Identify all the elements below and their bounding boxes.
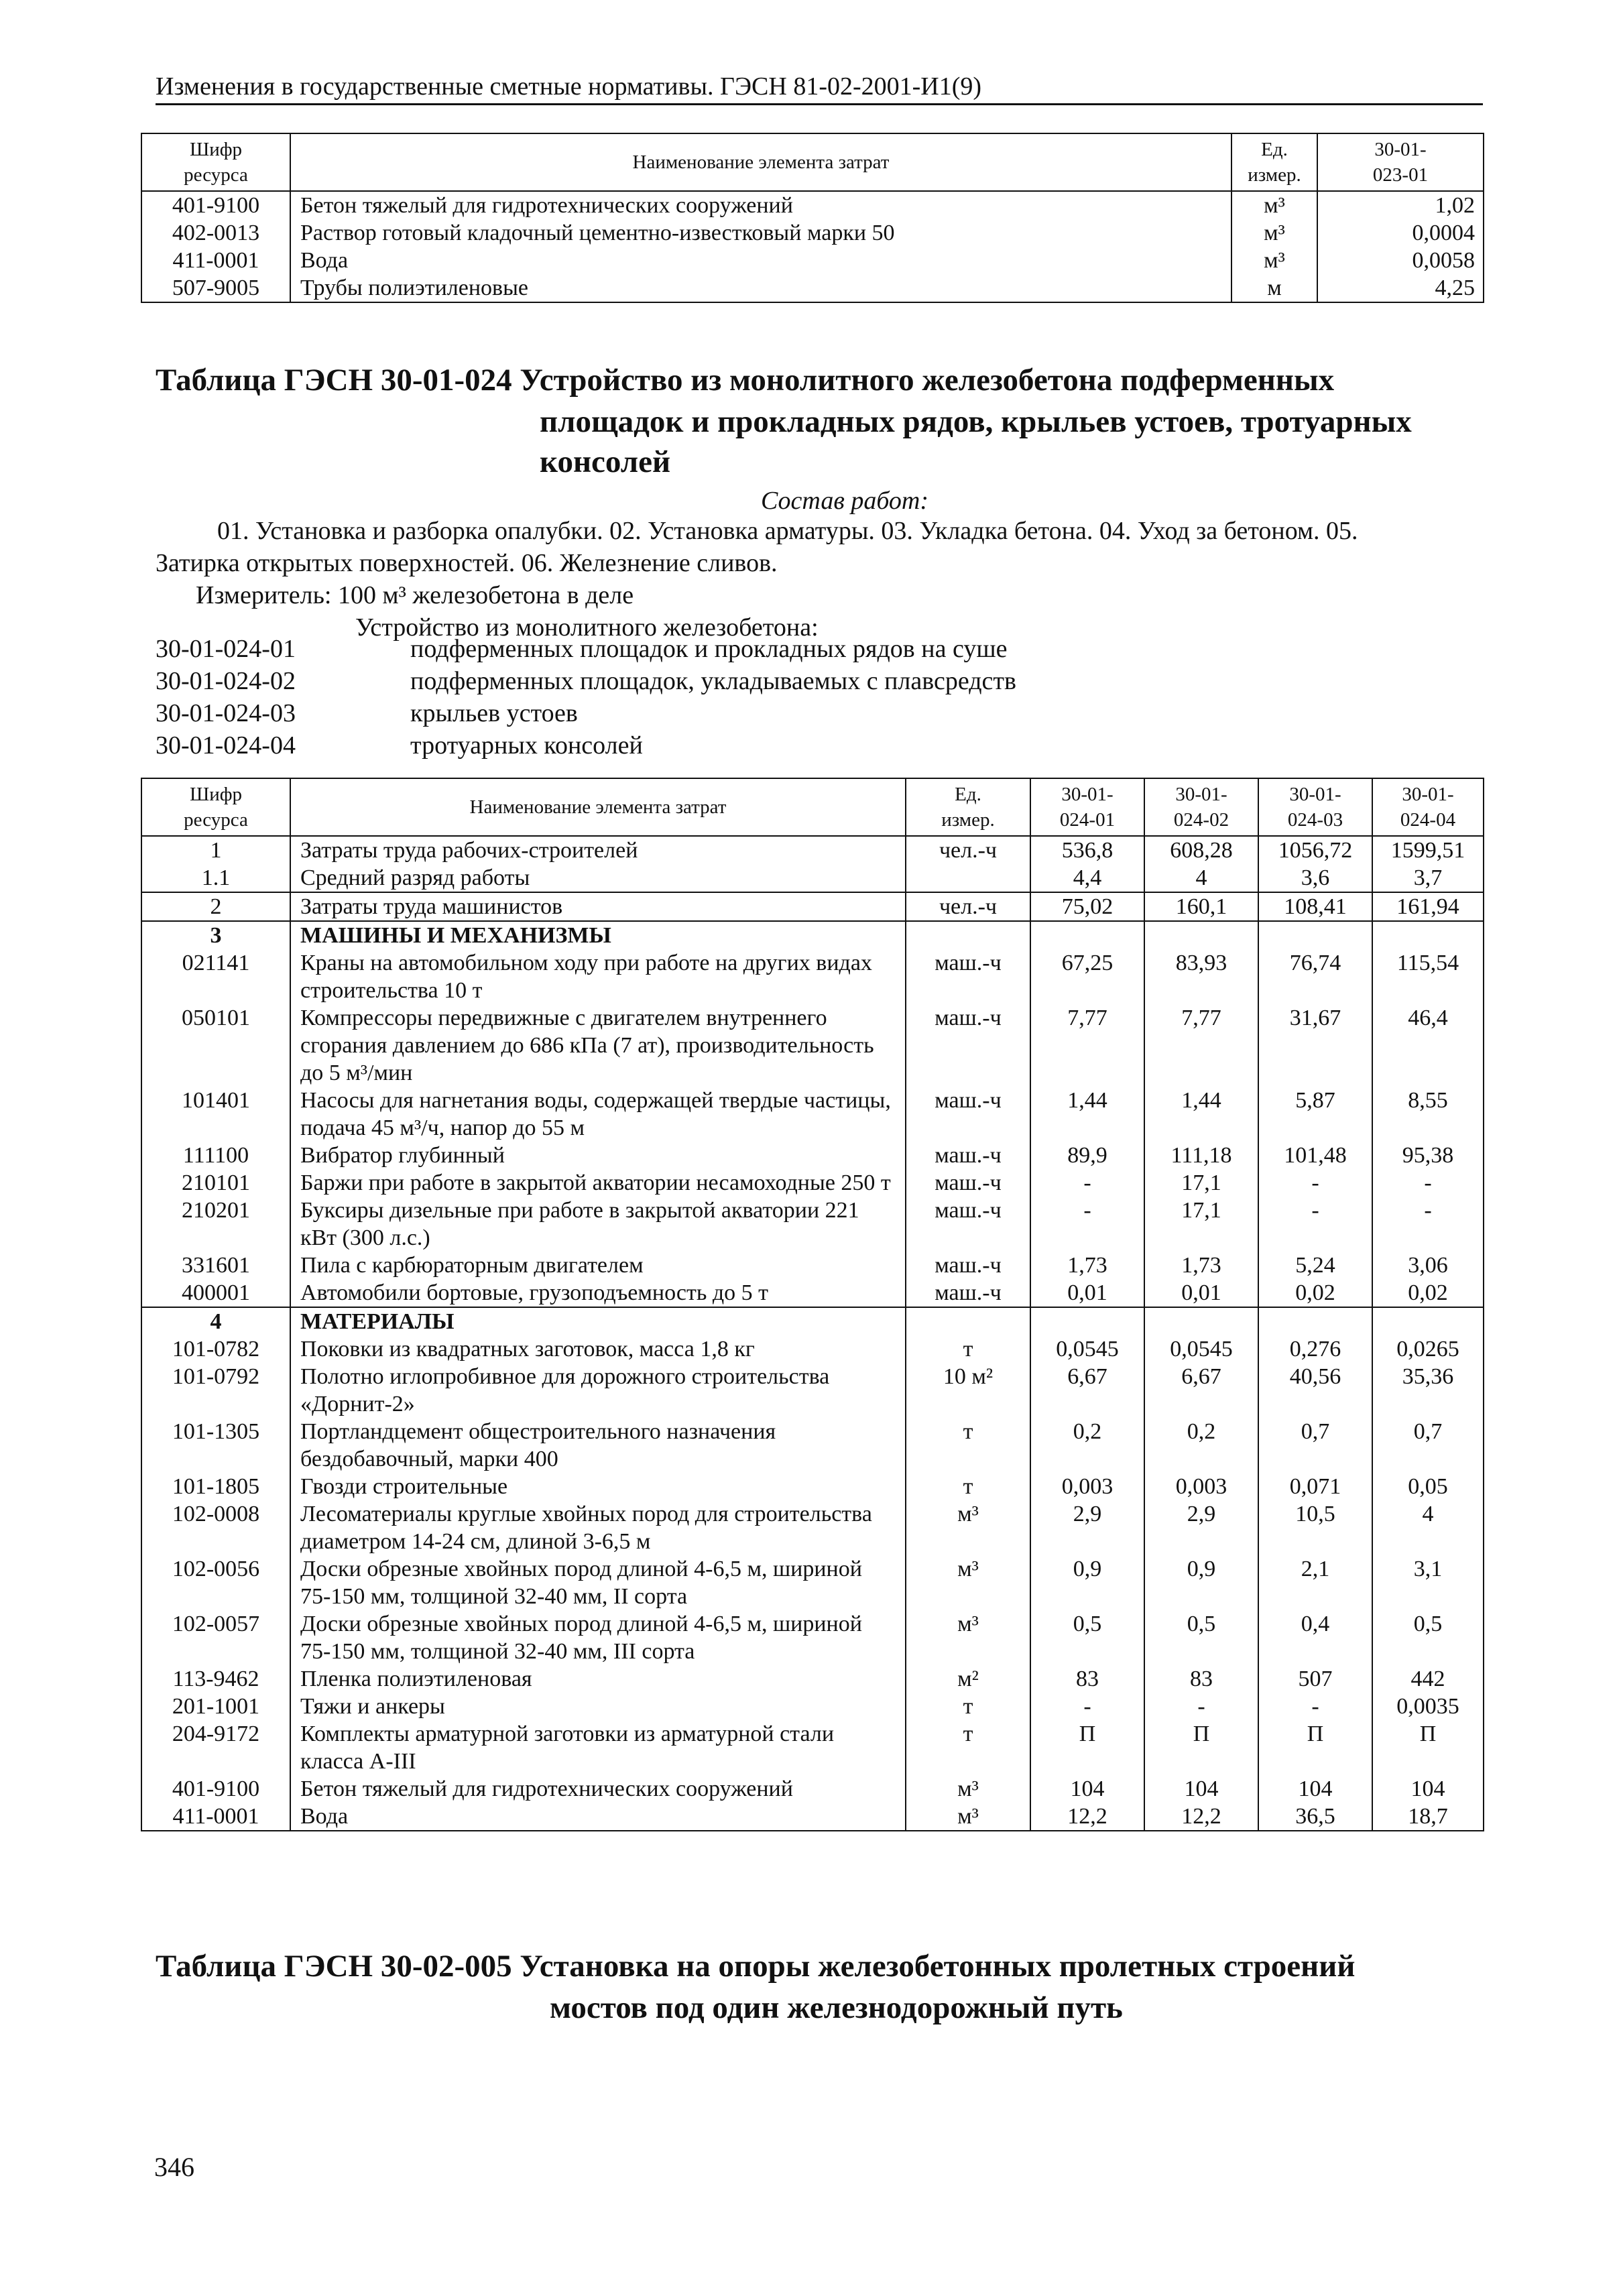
- table-row: [141, 191, 1484, 219]
- section-title: МАТЕРИАЛЫ: [290, 1307, 906, 1335]
- norm-value: 83,93: [1144, 949, 1258, 1004]
- norm-value: 83: [1030, 1665, 1144, 1693]
- norm-value: 608,28: [1144, 836, 1258, 864]
- norm-value: 1056,72: [1258, 836, 1372, 864]
- norms-table: [141, 778, 1484, 1831]
- norm-value: 76,74: [1258, 949, 1372, 1004]
- norm-value: -: [1372, 1169, 1484, 1197]
- variant-code: 30-01-024-04: [156, 731, 296, 760]
- col-norm-header: 30-01- 024-01: [1030, 778, 1144, 836]
- composition-heading: Состав работ:: [760, 487, 929, 515]
- resource-code: 101-0792: [141, 1363, 290, 1418]
- unit-of-measure: м²: [906, 1665, 1030, 1693]
- norm-value: 0,02: [1258, 1279, 1372, 1307]
- resource-code: 401-9100: [141, 1775, 290, 1803]
- norm-value: 89,9: [1030, 1142, 1144, 1169]
- table-row: [141, 864, 1484, 892]
- norm-value: 10,5: [1258, 1500, 1372, 1555]
- norm-value: 6,67: [1030, 1363, 1144, 1418]
- cost-element-name: Вода: [290, 1803, 906, 1831]
- table-row: [141, 1004, 1484, 1087]
- resource-code: 210201: [141, 1197, 290, 1252]
- norm-value: 101,48: [1258, 1142, 1372, 1169]
- norm-value: 161,94: [1372, 892, 1484, 921]
- running-header: Изменения в государственные сметные нормативы. ГЭСН 81-02-2001-И1(9): [156, 72, 982, 101]
- norm-value: 0,9: [1144, 1555, 1258, 1610]
- norm-value: -: [1030, 1169, 1144, 1197]
- norm-value: 0,01: [1030, 1279, 1144, 1307]
- variant-text: тротуарных консолей: [410, 731, 643, 760]
- norm-value: П: [1144, 1720, 1258, 1775]
- unit-of-measure: м³: [906, 1775, 1030, 1803]
- norm-value: 3,06: [1372, 1252, 1484, 1279]
- norm-value: 0,5: [1372, 1610, 1484, 1665]
- norm-value: 160,1: [1144, 892, 1258, 921]
- cost-element-name: Комплекты арматурной заготовки из арматурной стали класса А-III: [290, 1720, 906, 1775]
- norm-value: 0,4: [1258, 1610, 1372, 1665]
- norm-value: 75,02: [1030, 892, 1144, 921]
- norm-value: 3,1: [1372, 1555, 1484, 1610]
- cost-element-name: Лесоматериалы круглые хвойных пород для строительства диаметром 14-24 см, длиной 3-6,5 м: [290, 1500, 906, 1555]
- norm-value: 5,87: [1258, 1087, 1372, 1142]
- cost-element-name: Гвозди строительные: [290, 1473, 906, 1500]
- norm-value: -: [1030, 1693, 1144, 1720]
- resource-code: 401-9100: [141, 191, 290, 219]
- col-unit-header: Ед. измер.: [1231, 133, 1317, 191]
- norm-value: -: [1030, 1197, 1144, 1252]
- norm-value: 0,0265: [1372, 1335, 1484, 1363]
- unit-of-measure: т: [906, 1418, 1030, 1473]
- unit-of-measure: маш.-ч: [906, 1087, 1030, 1142]
- norm-value: 104: [1372, 1775, 1484, 1803]
- cost-element-name: Буксиры дизельные при работе в закрытой акватории 221 кВт (300 л.с.): [290, 1197, 906, 1252]
- cost-element-name: Доски обрезные хвойных пород длиной 4-6,5 м, шириной 75-150 мм, толщиной 32-40 мм, II сорта: [290, 1555, 906, 1610]
- cost-element-name: Тяжи и анкеры: [290, 1693, 906, 1720]
- col-name-header: Наименование элемента затрат: [290, 778, 906, 836]
- table-row: [141, 1803, 1484, 1831]
- col-norm-header: 30-01- 024-02: [1144, 778, 1258, 836]
- norm-value: 31,67: [1258, 1004, 1372, 1087]
- table-title: Таблица ГЭСН 30-01-024 Устройство из монолитного железобетона подферменных: [156, 363, 1335, 398]
- resource-code: 507-9005: [141, 274, 290, 302]
- norm-value: 12,2: [1030, 1803, 1144, 1831]
- table-row: [141, 892, 1484, 921]
- unit-of-measure: [906, 864, 1030, 892]
- norm-value: 18,7: [1372, 1803, 1484, 1831]
- cost-element-name: Доски обрезные хвойных пород длиной 4-6,5 м, шириной 75-150 мм, толщиной 32-40 мм, III сорта: [290, 1610, 906, 1665]
- norm-value: 104: [1030, 1775, 1144, 1803]
- norm-value: 4: [1372, 1500, 1484, 1555]
- table-row: [141, 1693, 1484, 1720]
- resource-code: 021141: [141, 949, 290, 1004]
- resource-code: 400001: [141, 1279, 290, 1307]
- norm-value: П: [1258, 1720, 1372, 1775]
- norm-value: 1,02: [1317, 191, 1484, 219]
- norm-value: 4,25: [1317, 274, 1484, 302]
- unit-of-measure: чел.-ч: [906, 892, 1030, 921]
- variant-text: подферменных площадок, укладываемых с плавсредств: [410, 667, 1016, 695]
- norm-value: 0,05: [1372, 1473, 1484, 1500]
- norm-value: 17,1: [1144, 1169, 1258, 1197]
- table-row: [141, 836, 1484, 864]
- norm-value: 0,0058: [1317, 247, 1484, 274]
- norm-value: 1599,51: [1372, 836, 1484, 864]
- variant-text: крыльев устоев: [410, 699, 578, 727]
- empty-cell: [1372, 921, 1484, 949]
- resource-code: 411-0001: [141, 247, 290, 274]
- empty-cell: [906, 921, 1030, 949]
- table-row: [141, 247, 1484, 274]
- resource-code: 113-9462: [141, 1665, 290, 1693]
- table-row: [141, 1610, 1484, 1665]
- norm-value: 0,02: [1372, 1279, 1484, 1307]
- norm-value: 0,7: [1372, 1418, 1484, 1473]
- norm-value: 2,9: [1030, 1500, 1144, 1555]
- norm-value: 2,9: [1144, 1500, 1258, 1555]
- section-number: 3: [141, 921, 290, 949]
- unit-of-measure: маш.-ч: [906, 1004, 1030, 1087]
- section-title: МАШИНЫ И МЕХАНИЗМЫ: [290, 921, 906, 949]
- empty-cell: [1258, 1307, 1372, 1335]
- norm-value: 0,0545: [1030, 1335, 1144, 1363]
- cost-element-name: Краны на автомобильном ходу при работе на других видах строительства 10 т: [290, 949, 906, 1004]
- cost-element-name: Средний разряд работы: [290, 864, 906, 892]
- resource-code: 102-0057: [141, 1610, 290, 1665]
- resource-code: 101-0782: [141, 1335, 290, 1363]
- variant-code: 30-01-024-01: [156, 635, 296, 663]
- empty-cell: [1144, 921, 1258, 949]
- cost-element-name: Раствор готовый кладочный цементно-известковый марки 50: [290, 219, 1231, 247]
- unit-of-measure: 10 м²: [906, 1363, 1030, 1418]
- empty-cell: [1258, 921, 1372, 949]
- cost-element-name: Бетон тяжелый для гидротехнических сооружений: [290, 191, 1231, 219]
- norm-value: П: [1372, 1720, 1484, 1775]
- resource-code: 101-1805: [141, 1473, 290, 1500]
- variant-code: 30-01-024-02: [156, 667, 296, 695]
- cost-element-name: Трубы полиэтиленовые: [290, 274, 1231, 302]
- table-row: [141, 1720, 1484, 1775]
- norm-value: 0,9: [1030, 1555, 1144, 1610]
- resource-code: 411-0001: [141, 1803, 290, 1831]
- page-number: 346: [154, 2152, 194, 2182]
- unit-of-measure: т: [906, 1693, 1030, 1720]
- resource-code: 204-9172: [141, 1720, 290, 1775]
- table-row: [141, 1279, 1484, 1307]
- norm-value: 0,01: [1144, 1279, 1258, 1307]
- unit-of-measure: т: [906, 1720, 1030, 1775]
- unit-of-measure: чел.-ч: [906, 836, 1030, 864]
- norm-value: 1,44: [1144, 1087, 1258, 1142]
- cost-element-name: Вибратор глубинный: [290, 1142, 906, 1169]
- norm-value: 7,77: [1030, 1004, 1144, 1087]
- resource-code: 111100: [141, 1142, 290, 1169]
- norm-value: 1,73: [1144, 1252, 1258, 1279]
- norm-value: 67,25: [1030, 949, 1144, 1004]
- section-row: [141, 921, 1484, 949]
- norm-value: 95,38: [1372, 1142, 1484, 1169]
- unit-of-measure: маш.-ч: [906, 1279, 1030, 1307]
- norm-value: 0,7: [1258, 1418, 1372, 1473]
- resource-code: 201-1001: [141, 1693, 290, 1720]
- norm-value: 104: [1144, 1775, 1258, 1803]
- cost-element-name: Пила с карбюраторным двигателем: [290, 1252, 906, 1279]
- cost-element-name: Баржи при работе в закрытой акватории несамоходные 250 т: [290, 1169, 906, 1197]
- norm-value: 115,54: [1372, 949, 1484, 1004]
- table-row: [141, 1418, 1484, 1473]
- continuation-table: [141, 133, 1484, 303]
- norm-value: 0,003: [1030, 1473, 1144, 1500]
- col-norm-header: 30-01- 023-01: [1317, 133, 1484, 191]
- norm-value: 83: [1144, 1665, 1258, 1693]
- continuation-table-body: [141, 191, 1484, 302]
- norm-value: -: [1258, 1197, 1372, 1252]
- continuation-table-header: [141, 133, 1484, 191]
- norm-value: 12,2: [1144, 1803, 1258, 1831]
- table-row: [141, 1252, 1484, 1279]
- variant-code: 30-01-024-03: [156, 699, 296, 727]
- resource-code: 101-1305: [141, 1418, 290, 1473]
- resource-code: 402-0013: [141, 219, 290, 247]
- empty-cell: [1372, 1307, 1484, 1335]
- norm-value: 108,41: [1258, 892, 1372, 921]
- norm-value: 1,73: [1030, 1252, 1144, 1279]
- norm-value: 5,24: [1258, 1252, 1372, 1279]
- unit-of-measure: т: [906, 1473, 1030, 1500]
- table-row: [141, 1197, 1484, 1252]
- resource-code: 210101: [141, 1169, 290, 1197]
- norm-value: 0,0545: [1144, 1335, 1258, 1363]
- unit-of-measure: маш.-ч: [906, 949, 1030, 1004]
- norm-value: 0,5: [1030, 1610, 1144, 1665]
- empty-cell: [1144, 1307, 1258, 1335]
- section-row: [141, 1307, 1484, 1335]
- table-row: [141, 1169, 1484, 1197]
- cost-element-name: Затраты труда рабочих-строителей: [290, 836, 906, 864]
- table-row: [141, 1555, 1484, 1610]
- table-row: [141, 1500, 1484, 1555]
- norm-value: 6,67: [1144, 1363, 1258, 1418]
- norms-table-body: [141, 836, 1484, 1831]
- norm-value: 0,0004: [1317, 219, 1484, 247]
- resource-code: 102-0056: [141, 1555, 290, 1610]
- col-norm-header: 30-01- 024-04: [1372, 778, 1484, 836]
- unit-of-measure: маш.-ч: [906, 1169, 1030, 1197]
- unit-of-measure: т: [906, 1335, 1030, 1363]
- norm-value: 4: [1144, 864, 1258, 892]
- norm-value: -: [1144, 1693, 1258, 1720]
- norm-value: 111,18: [1144, 1142, 1258, 1169]
- table-row: [141, 274, 1484, 302]
- table-row: [141, 1087, 1484, 1142]
- norm-value: 0,2: [1144, 1418, 1258, 1473]
- unit-of-measure: м³: [906, 1500, 1030, 1555]
- cost-element-name: Бетон тяжелый для гидротехнических сооружений: [290, 1775, 906, 1803]
- cost-element-name: Портландцемент общестроительного назначения бездобавочный, марки 400: [290, 1418, 906, 1473]
- norm-value: 35,36: [1372, 1363, 1484, 1418]
- table-row: [141, 1335, 1484, 1363]
- norm-value: 0,0035: [1372, 1693, 1484, 1720]
- unit-of-measure: м: [1231, 274, 1317, 302]
- resource-code: 2: [141, 892, 290, 921]
- unit-of-measure: м³: [1231, 247, 1317, 274]
- table-row: [141, 219, 1484, 247]
- norm-value: 3,7: [1372, 864, 1484, 892]
- norm-value: 442: [1372, 1665, 1484, 1693]
- unit-of-measure: м³: [906, 1803, 1030, 1831]
- cost-element-name: Пленка полиэтиленовая: [290, 1665, 906, 1693]
- norm-value: -: [1258, 1169, 1372, 1197]
- norm-value: 3,6: [1258, 864, 1372, 892]
- table-row: [141, 1363, 1484, 1418]
- device-heading: Устройство из монолитного железобетона:: [355, 613, 819, 642]
- table-row: [141, 1775, 1484, 1803]
- norm-value: 17,1: [1144, 1197, 1258, 1252]
- unit-of-measure: маш.-ч: [906, 1197, 1030, 1252]
- norm-value: -: [1372, 1197, 1484, 1252]
- col-unit-header: Ед. измер.: [906, 778, 1030, 836]
- norm-value: 0,003: [1144, 1473, 1258, 1500]
- norm-value: П: [1030, 1720, 1144, 1775]
- cost-element-name: Поковки из квадратных заготовок, масса 1,8 кг: [290, 1335, 906, 1363]
- cost-element-name: Вода: [290, 247, 1231, 274]
- empty-cell: [1030, 1307, 1144, 1335]
- resource-code: 102-0008: [141, 1500, 290, 1555]
- empty-cell: [906, 1307, 1030, 1335]
- unit-of-measure: м³: [1231, 191, 1317, 219]
- work-description-cont: Затирка открытых поверхностей. 06. Железнение сливов.: [156, 549, 778, 577]
- empty-cell: [1030, 921, 1144, 949]
- cost-element-name: Компрессоры передвижные с двигателем внутреннего сгорания давлением до 686 кПа (7 ат), производительность до 5 м³/мин: [290, 1004, 906, 1087]
- norm-value: -: [1258, 1693, 1372, 1720]
- table-row: [141, 949, 1484, 1004]
- unit-of-measure: м³: [906, 1555, 1030, 1610]
- cost-element-name: Насосы для нагнетания воды, содержащей твердые частицы, подача 45 м³/ч, напор до 55 м: [290, 1087, 906, 1142]
- norm-value: 507: [1258, 1665, 1372, 1693]
- norm-value: 0,2: [1030, 1418, 1144, 1473]
- norm-value: 0,5: [1144, 1610, 1258, 1665]
- col-code-header: Шифр ресурса: [141, 133, 290, 191]
- next-table-title: Таблица ГЭСН 30-02-005 Установка на опоры железобетонных пролетных строений: [156, 1949, 1356, 1984]
- unit-of-measure: м³: [1231, 219, 1317, 247]
- table-row: [141, 1142, 1484, 1169]
- variant-text: подферменных площадок и прокладных рядов на суше: [410, 635, 1008, 663]
- unit-of-measure: м³: [906, 1610, 1030, 1665]
- cost-element-name: Затраты труда машинистов: [290, 892, 906, 921]
- norms-table-header: [141, 778, 1484, 836]
- header-rule: [156, 103, 1483, 105]
- resource-code: 1: [141, 836, 290, 864]
- measure-unit: Измеритель: 100 м³ железобетона в деле: [196, 581, 634, 609]
- section-number: 4: [141, 1307, 290, 1335]
- norm-value: 8,55: [1372, 1087, 1484, 1142]
- resource-code: 331601: [141, 1252, 290, 1279]
- resource-code: 101401: [141, 1087, 290, 1142]
- col-name-header: Наименование элемента затрат: [290, 133, 1231, 191]
- norm-value: 0,276: [1258, 1335, 1372, 1363]
- norm-value: 536,8: [1030, 836, 1144, 864]
- cost-element-name: Автомобили бортовые, грузоподъемность до 5 т: [290, 1279, 906, 1307]
- table-title-cont: консолей: [540, 444, 671, 479]
- norm-value: 4,4: [1030, 864, 1144, 892]
- next-table-title-cont: мостов под один железнодорожный путь: [550, 1990, 1123, 2025]
- unit-of-measure: маш.-ч: [906, 1142, 1030, 1169]
- norm-value: 1,44: [1030, 1087, 1144, 1142]
- norm-value: 7,77: [1144, 1004, 1258, 1087]
- cost-element-name: Полотно иглопробивное для дорожного строительства «Дорнит-2»: [290, 1363, 906, 1418]
- table-title-cont: площадок и прокладных рядов, крыльев устоев, тротуарных: [540, 404, 1412, 439]
- norm-value: 40,56: [1258, 1363, 1372, 1418]
- norm-value: 46,4: [1372, 1004, 1484, 1087]
- col-code-header: Шифр ресурса: [141, 778, 290, 836]
- table-row: [141, 1473, 1484, 1500]
- norm-value: 2,1: [1258, 1555, 1372, 1610]
- norm-value: 0,071: [1258, 1473, 1372, 1500]
- resource-code: 050101: [141, 1004, 290, 1087]
- unit-of-measure: маш.-ч: [906, 1252, 1030, 1279]
- col-norm-header: 30-01- 024-03: [1258, 778, 1372, 836]
- norm-value: 36,5: [1258, 1803, 1372, 1831]
- table-row: [141, 1665, 1484, 1693]
- work-description: 01. Установка и разборка опалубки. 02. Установка арматуры. 03. Укладка бетона. 04. Уход за бетоном. 05.: [217, 517, 1358, 545]
- norm-value: 104: [1258, 1775, 1372, 1803]
- resource-code: 1.1: [141, 864, 290, 892]
